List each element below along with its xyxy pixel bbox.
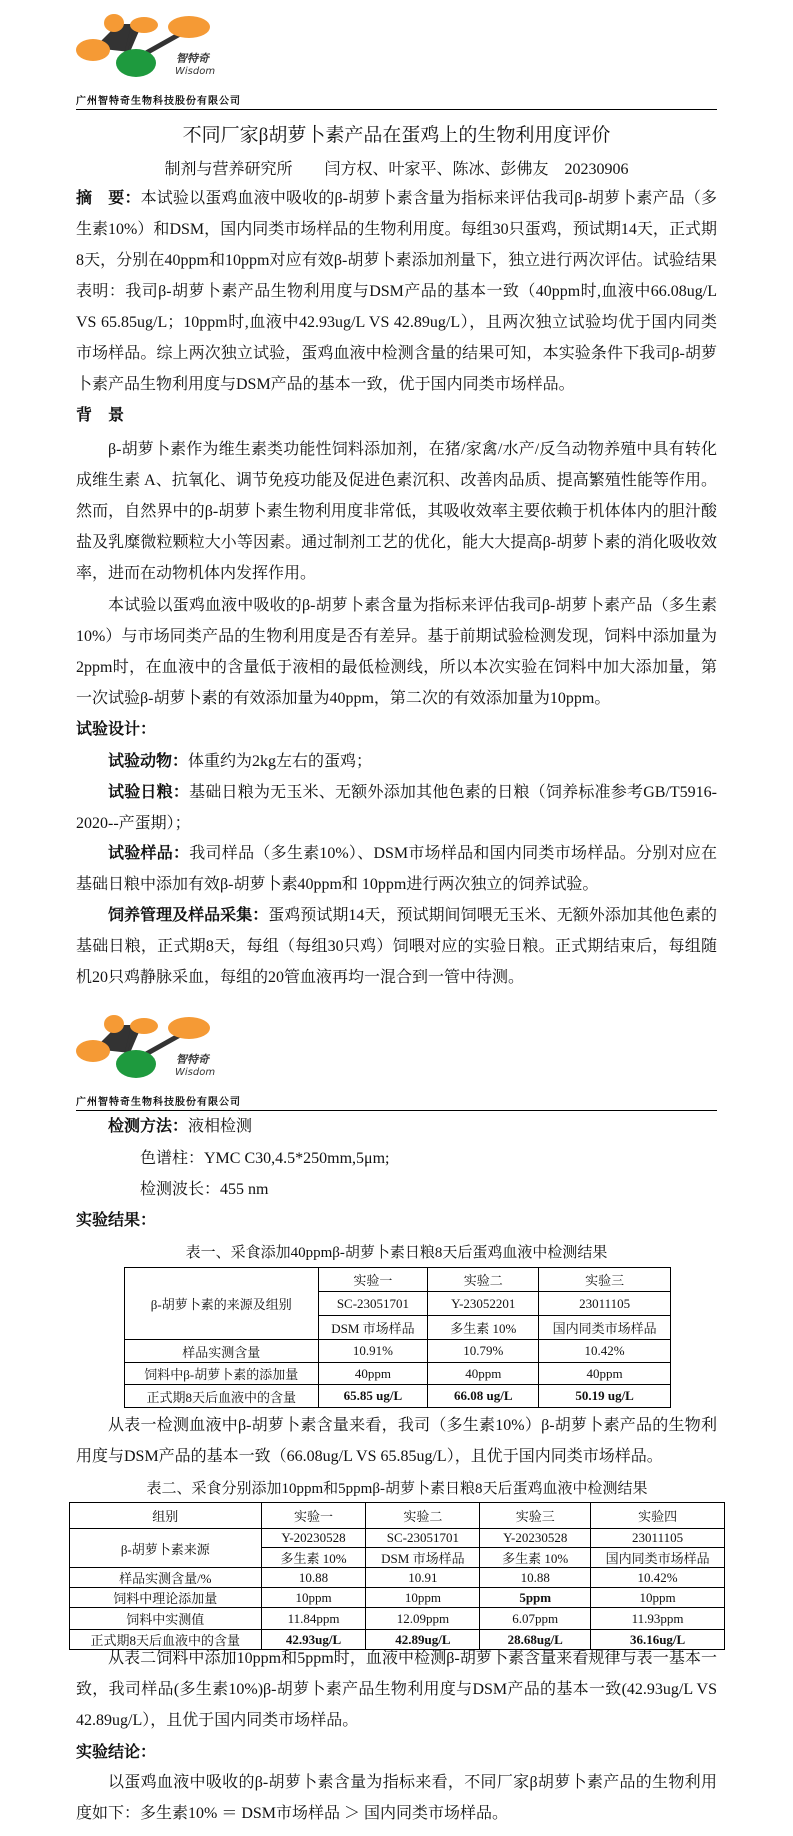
animals-label: 试验动物： [108,753,189,770]
cell: 10ppm [591,1588,725,1608]
diet-label: 试验日粮： [108,784,190,801]
table1-header: 实验三 [539,1268,671,1292]
company-logo [70,1013,250,1079]
table2-source: DSM 市场样品 [366,1548,480,1568]
table1-source: 国内同类市场样品 [539,1316,671,1340]
table-row [70,1608,725,1630]
feeding-label: 饲养管理及样品采集： [108,907,269,924]
table2-source: 国内同类市场样品 [591,1548,725,1568]
row-label: 正式期8天后血液中的含量 [70,1630,262,1650]
table2-summary: 从表二饲料中添加10ppm和5ppm时，血液中检测β-胡萝卜素含量来看规律与表一基本一致，我司样品(多生素10%)β-胡萝卜素产品生物利用度与DSM产品的基本一致(42.93ug/L VS 42.89ug/L），且优于国内同类市场样品。 [76,1650,717,1729]
cell: 10ppm [366,1588,480,1608]
table2-header: 实验二 [366,1503,480,1529]
cell: 11.84ppm [261,1608,366,1630]
cell: 10.79% [428,1340,539,1363]
table1-summary: 从表一检测血液中β-胡萝卜素含量来看，我司（多生素10%）β-胡萝卜素产品的生物利用度与DSM产品的基本一致（66.08ug/L VS 65.85ug/L），且优于国内同类市场样品。 [76,1417,717,1465]
diet-text: 基础日粮为无玉米、无额外添加其他色素的日粮（饲养标准参考GB/T5916-2020--产蛋期）； [76,784,717,832]
table2-source: 多生素 10% [480,1548,591,1568]
table2-source: 多生素 10% [261,1548,366,1568]
cell: 10.88 [261,1568,366,1588]
table2-caption: 表二、采食分别添加10ppm和5ppmβ-胡萝卜素日粮8天后蛋鸡血液中检测结果 [146,1481,648,1497]
design-samples [76,838,717,900]
cell: 12.09ppm [366,1608,480,1630]
cell: 28.68ug/L [480,1630,591,1650]
feeding-text: 蛋鸡预试期14天，预试期间饲喂无玉米、无额外添加其他色素的基础日粮，正式期8天，每组（每组30只鸡）饲喂对应的实验日粮。正式期结束后，每组随机20只鸡静脉采血，每组的20管血液再均一混合到一管中待测。 [76,907,717,986]
background-paragraph-2: 本试验以蛋鸡血液中吸收的β-胡萝卜素含量为指标来评估我司β-胡萝卜素产品（多生素10%）与市场同类产品的生物利用度是否有差异。基于前期试验检测发现，饲料中添加量为2ppm时，在血液中的含量低于液相的最低检测线，所以本次实验在饲料中加大添加量，第一次试验β-胡萝卜素的有效添加量为40ppm，第二次的有效添加量为10ppm。 [76,597,717,707]
row-label: 饲料中实测值 [70,1608,262,1630]
page-title: 不同厂家β胡萝卜素产品在蛋鸡上的生物利用度评价 [182,125,611,146]
company-name: 广州智特奇生物科技股份有限公司 [76,1097,241,1108]
method-text: 液相检测 [188,1118,253,1135]
byline: 制剂与营养研究所 闫方权、叶家平、陈冰、彭佛友 20230906 [164,161,629,178]
wavelength: 检测波长：455 nm [140,1181,269,1198]
table-row [125,1363,671,1385]
cell: 65.85 ug/L [318,1385,428,1408]
table-row [125,1385,671,1408]
design-heading: 试验设计： [76,721,157,738]
row-label: 样品实测含量/% [70,1568,262,1588]
abstract [76,183,717,400]
table2-batch: Y-20230528 [261,1529,366,1548]
table2-header: 实验三 [480,1503,591,1529]
cell: 10.42% [539,1340,671,1363]
table1 [124,1267,671,1408]
table1-source: 多生素 10% [428,1316,539,1340]
table2-batch: SC-23051701 [366,1529,480,1548]
table2-group-label: 组别 [70,1503,262,1529]
svg-text:Wisdom: Wisdom [175,66,216,77]
column-spec: 色谱柱：YMC C30,4.5*250mm,5μm; [140,1150,390,1167]
cell: 10.88 [480,1568,591,1588]
background-paragraph-1: β-胡萝卜素作为维生素类功能性饲料添加剂，在猪/家禽/水产/反刍动物养殖中具有转化成维生素 A、抗氧化、调节免疫功能及促进色素沉积、改善肉品质、提高繁殖性能等作用。然而，自然界中的β-胡萝卜素生物利用度非常低，其吸收效率主要依赖于机体体内的胆汁酸盐及乳糜微粒颗粒大小等因素。通过制剂工艺的优化，能大大提高β-胡萝卜素的消化吸收效率，进而在动物机体内发挥作用。 [76,441,717,582]
results-heading: 实验结果： [76,1212,157,1229]
design-animals [76,746,717,777]
svg-text:智特奇: 智特奇 [176,1053,209,1066]
table2-batch: 23011105 [591,1529,725,1548]
cell: 10.91 [366,1568,480,1588]
table1-batch: SC-23051701 [318,1292,428,1316]
table1-caption: 表一、采食添加40ppmβ-胡萝卜素日粮8天后蛋鸡血液中检测结果 [185,1245,608,1261]
row-label: 正式期8天后血液中的含量 [125,1385,319,1408]
cell: 66.08 ug/L [428,1385,539,1408]
cell: 11.93ppm [591,1608,725,1630]
table-row [70,1588,725,1608]
table1-header: 实验二 [428,1268,539,1292]
cell: 10ppm [261,1588,366,1608]
cell: 36.16ug/L [591,1630,725,1650]
table-row [70,1568,725,1588]
table-row [125,1340,671,1363]
table2-source-label: β-胡萝卜素来源 [70,1529,262,1568]
method-label: 检测方法： [108,1118,189,1135]
header-rule [76,109,717,110]
abstract-text: 本试验以蛋鸡血液中吸收的β-胡萝卜素含量为指标来评估我司β-胡萝卜素产品（多生素10%）和DSM，国内同类市场样品的生物利用度。每组30只蛋鸡，预试期14天，正式期8天，分别在40ppm和10ppm对应有效β-胡萝卜素添加剂量下，独立进行两次评估。试验结果表明：我司β-胡萝卜素产品生物利用度与DSM产品的基本一致（40ppm时,血液中66.08ug/L VS 65.85ug/L；10ppm时,血液中42.93ug/L VS 42.89ug/L），且两次独立试验均优于国内同类市场样品。综上两次独立试验，蛋鸡血液中检测含量的结果可知，本实验条件下我司β-胡萝卜素产品生物利用度与DSM产品的基本一致，优于国内同类市场样品。 [76,190,717,393]
design-diet [76,777,717,839]
cell: 6.07ppm [480,1608,591,1630]
table2-header: 实验四 [591,1503,725,1529]
table2-header: 实验一 [261,1503,366,1529]
samples-label: 试验样品： [108,845,190,862]
cell: 5ppm [480,1588,591,1608]
method [76,1111,717,1142]
table1-batch: 23011105 [539,1292,671,1316]
samples-text: 我司样品（多生素10%）、DSM市场样品和国内同类市场样品。分别对应在基础日粮中添加有效β-胡萝卜素40ppm和 10ppm进行两次独立的饲养试验。 [76,845,717,893]
conclusion-text: 以蛋鸡血液中吸收的β-胡萝卜素含量为指标来看，不同厂家β胡萝卜素产品的生物利用度如下：多生素10% ＝ DSM市场样品 ＞ 国内同类市场样品。 [76,1774,717,1822]
cell: 50.19 ug/L [539,1385,671,1408]
company-name: 广州智特奇生物科技股份有限公司 [76,96,241,107]
table1-batch: Y-23052201 [428,1292,539,1316]
background-heading: 背 景 [76,407,125,424]
row-label: 饲料中β-胡萝卜素的添加量 [125,1363,319,1385]
row-label: 样品实测含量 [125,1340,319,1363]
svg-text:智特奇: 智特奇 [176,52,209,65]
design-feeding [76,900,717,993]
cell: 40ppm [318,1363,428,1385]
animals-text: 体重约为2kg左右的蛋鸡； [188,753,373,770]
table1-header: 实验一 [318,1268,428,1292]
cell: 42.89ug/L [366,1630,480,1650]
cell: 40ppm [539,1363,671,1385]
cell: 40ppm [428,1363,539,1385]
cell: 10.42% [591,1568,725,1588]
cell: 10.91% [318,1340,428,1363]
svg-text:Wisdom: Wisdom [175,1067,216,1078]
table1-group-label: β-胡萝卜素的来源及组别 [125,1268,319,1340]
conclusion-heading: 实验结论： [76,1744,157,1761]
table1-source: DSM 市场样品 [318,1316,428,1340]
table2-batch: Y-20230528 [480,1529,591,1548]
company-logo [70,12,250,78]
cell: 42.93ug/L [261,1630,366,1650]
table2 [69,1502,725,1650]
abstract-label: 摘 要： [76,190,141,207]
row-label: 饲料中理论添加量 [70,1588,262,1608]
